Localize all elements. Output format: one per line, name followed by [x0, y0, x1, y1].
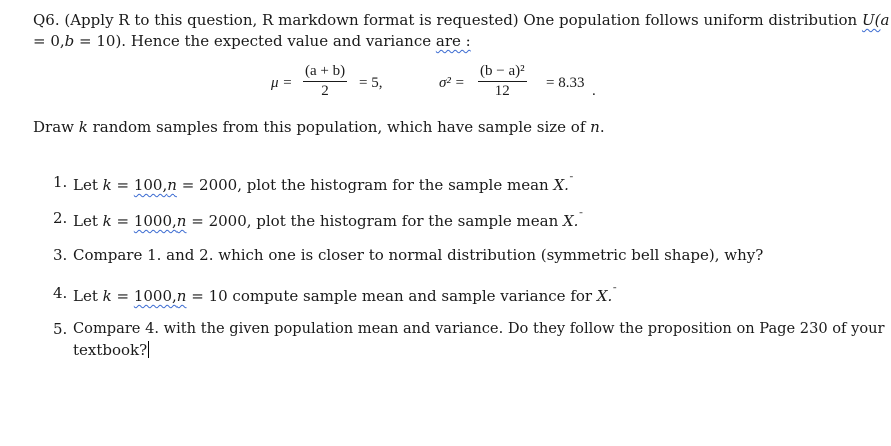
item-bar-mark: ¯: [612, 287, 618, 298]
sigma-fraction-bar: [478, 81, 527, 82]
question-text-2a: = 0,: [33, 32, 65, 50]
question-line-2: [33, 31, 471, 51]
list-number: 2.: [53, 209, 68, 227]
item-kn: [134, 176, 177, 194]
sigma-rhs: = 8.33: [546, 75, 585, 91]
list-number: 3.: [53, 246, 68, 264]
list-item-2: [73, 208, 583, 231]
item-kval: 1000,: [133, 212, 177, 230]
item-k: k: [102, 212, 112, 230]
intro-line: [33, 117, 605, 137]
intro-n: n: [590, 118, 600, 136]
item-eq: =: [111, 212, 134, 230]
list-item-1: [73, 172, 574, 195]
item-eq: =: [111, 287, 134, 305]
item-k: k: [102, 176, 112, 194]
mu-lhs: μ =: [271, 75, 293, 91]
sigma-fraction: [478, 63, 527, 100]
item-xbar: X.: [596, 287, 613, 305]
mu-fraction: [303, 63, 347, 100]
param-a: a: [880, 11, 890, 29]
item-kn: [134, 287, 187, 305]
list-item-4: [73, 283, 617, 306]
item-xbar: X.: [563, 212, 579, 230]
intro-text-1: Draw: [33, 118, 79, 136]
list-item-3: Compare 1. and 2. which one is closer to normal distribution (symmetric bell shape), why?: [73, 246, 764, 264]
sigma-numerator: (b − a)²: [480, 63, 525, 79]
question-text: Q6. (Apply R to this question, R markdown format is requested) One population follows uniform distribution: [33, 11, 862, 29]
sigma-denominator: 12: [494, 83, 510, 99]
item-kval: 100,: [133, 176, 168, 194]
item-rest: = 10 compute sample mean and sample variance for: [186, 287, 597, 305]
question-line-1: [33, 10, 889, 30]
item-rest: = 2000, plot the histogram for the sample mean: [186, 212, 563, 230]
mu-rhs: = 5,: [359, 75, 383, 91]
item-eq: =: [111, 176, 134, 194]
intro-text-2: random samples from this population, which have sample size of: [87, 118, 591, 136]
question-text-2b: = 10). Hence the expected value and variance: [74, 32, 436, 50]
item-text: textbook?: [73, 341, 148, 359]
list-number: 1.: [53, 173, 68, 191]
mu-fraction-bar: [303, 81, 347, 82]
sigma-lhs: σ² =: [439, 75, 465, 91]
uniform-symbol: U(: [861, 11, 881, 29]
item-text: Let: [73, 212, 103, 230]
item-k: k: [102, 287, 112, 305]
list-number: 5.: [53, 320, 68, 338]
item-bar-mark: ¯: [578, 212, 584, 223]
item-kval: 1000,: [133, 287, 177, 305]
item-kn: [134, 212, 187, 230]
param-b: b: [64, 32, 75, 50]
question-text-2c: are :: [435, 32, 471, 50]
sigma-dot: .: [592, 83, 596, 99]
item-text: Let: [73, 287, 103, 305]
item-n: n: [167, 176, 177, 194]
item-bar-mark: ¯: [568, 176, 574, 187]
item-text: Let: [73, 176, 103, 194]
text-cursor: [148, 341, 149, 358]
item-n: n: [176, 287, 187, 305]
intro-k: k: [78, 118, 88, 136]
mu-numerator: (a + b): [305, 63, 346, 79]
mu-denominator: 2: [321, 83, 329, 99]
list-number: 4.: [53, 284, 68, 302]
item-xbar: X.: [553, 176, 569, 194]
list-item-5-line-2[interactable]: [73, 340, 149, 360]
intro-text-3: .: [599, 118, 605, 136]
list-item-5-line-1: Compare 4. with the given population mean and variance. Do they follow the proposition on Page 230 of your: [73, 320, 885, 337]
item-n: n: [176, 212, 187, 230]
item-rest: = 2000, plot the histogram for the sample mean: [176, 176, 554, 194]
